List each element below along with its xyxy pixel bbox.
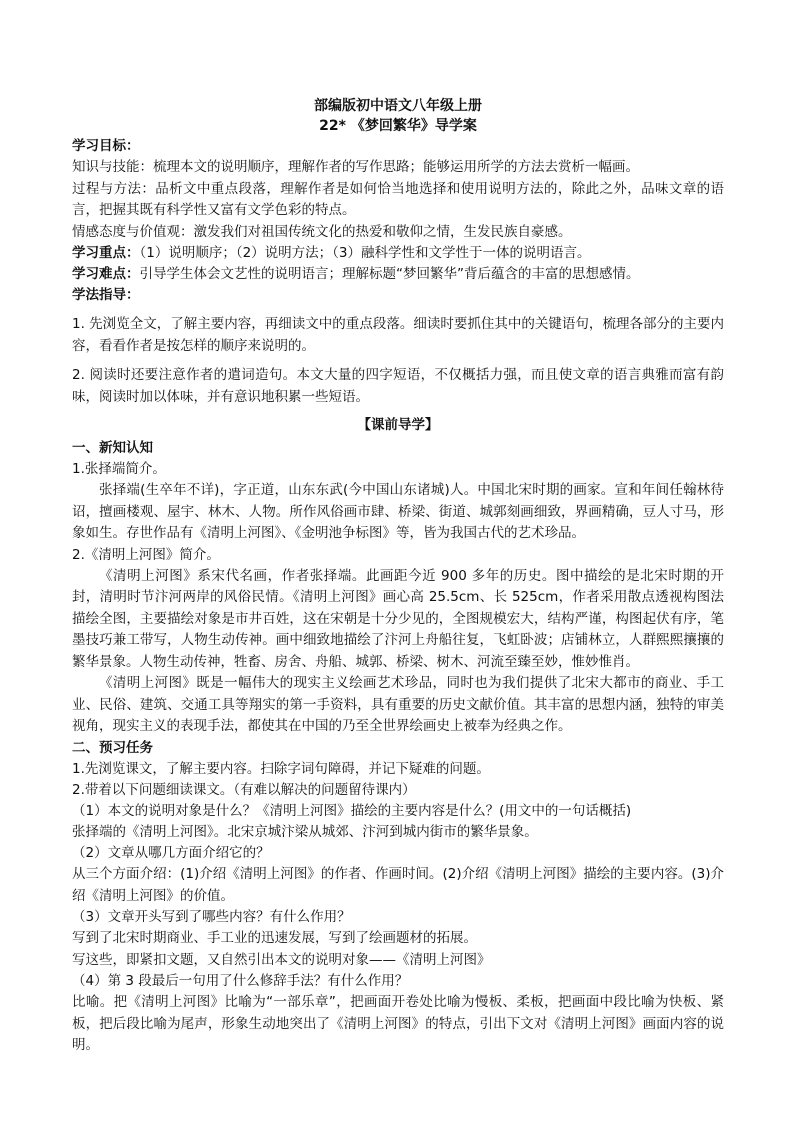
difficulties-label: 学习难点： [72,266,140,282]
answer-3a: 写到了北宋时期商业、手工业的迅速发展，写到了绘画题材的拓展。 [72,930,477,946]
pre-study-heading: 【课前导学】 [357,417,439,433]
goal-knowledge: 知识与技能：梳理本文的说明顺序，理解作者的写作思路；能够运用所学的方法去赏析一幅画。 [72,159,639,175]
bio-paragraph: 张择端(生卒年不详)，字正道，山东东武(今中国山东诸城)人。中国北宋时期的画家。宣和年间任翰林待诏，擅画楼观、屋宇、林木、人物。所作风俗画市肆、桥梁、街道、城郭刻画细致，界画精确，豆人寸马，形象如生。存世作品有《清明上河图》、《金明池争标图》等，皆为我国古代的艺术珍品。 [72,482,724,541]
document-page [72,96,724,1057]
task-1: 1.先浏览课文，了解主要内容。扫除字词句障碍，并记下疑难的问题。 [72,760,490,777]
question-2: （2）文章从哪几方面介绍它的？ [72,845,270,861]
goal-process: 过程与方法：品析文中重点段落，理解作者是如何恰当地选择和使用说明方法的，除此之外，品味文章的语言，把握其既有科学性又富有文学色彩的特点。 [72,180,724,218]
question-4: （4）第 3 段最后一句用了什么修辞手法？有什么作用？ [72,973,409,989]
answer-1: 张择端的《清明上河图》。北宋京城汴梁从城郊、汴河到城内街市的繁华景象。 [72,823,538,840]
task-2: 2.带着以下问题细读课文。（有难以解决的问题留待课内） [72,781,416,798]
key-points [72,243,724,264]
section-2-heading: 二、预习任务 [72,739,153,756]
doc-title-line1: 部编版初中语文八年级上册 [314,98,482,114]
goals-heading: 学习目标： [72,138,140,154]
painting-intro-2: 《清明上河图》既是一幅伟大的现实主义绘画艺术珍品，同时也为我们提供了北宋大都市的商业、手工业、民俗、建筑、交通工具等翔实的第一手资料，具有重要的历史文献价值。其丰富的思想内涵，独特的审美视角，现实主义的表现手法，都使其在中国的乃至全世界绘画史上被奉为经典之作。 [72,675,724,734]
section-1-heading: 一、新知认知 [72,440,153,456]
method-item-2: 2. 阅读时还要注意作者的遣词造句。本文大量的四字短语，不仅概括力强，而且使文章的语言典雅而富有韵味，阅读时加以体味，并有意识地积累一些短语。 [72,367,724,405]
answer-2: 从三个方面介绍：(1)介绍《清明上河图》的作者、作画时间。(2)介绍《清明上河图》描绘的主要内容。(3)介绍《清明上河图》的价值。 [72,866,724,904]
method-heading: 学法指导： [72,287,140,303]
sub-heading-bio: 1.张择端简介。 [72,461,166,477]
question-1: （1）本文的说明对象是什么？《清明上河图》描绘的主要内容是什么？(用文中的一句话概括) [72,802,632,819]
answer-3b: 写这些，即紧扣文题，又自然引出本文的说明对象——《清明上河图》 [72,951,491,968]
key-points-label: 学习重点： [72,245,140,261]
difficulties [72,264,724,285]
question-3: （3）文章开头写到了哪些内容？有什么作用？ [72,909,351,925]
painting-intro-1: 《清明上河图》系宋代名画，作者张择端。此画距今近 900 多年的历史。图中描绘的是北宋时期的开封，清明时节汴河两岸的风俗民情。《清明上河图》画心高 25.5cm、长 525cm，作者采用散点透视构图法描绘全图，主要描绘对象是市井百姓，这在宋朝是十分少见的，全图规模宏大，结构严谨，构图起伏有序，笔墨技巧兼工带写，人物生动传神。画中细致地描绘了汴河上舟船往复，飞虹卧波；店铺林立，人群熙熙攘攘的繁华景象。人物生动传神，牲畜、房舍、舟船、城郭、桥梁、树木、河流至臻至妙，惟妙惟肖。 [72,567,724,670]
sub-heading-painting: 2.《清明上河图》简介。 [72,546,220,563]
doc-title-line2: 22* 《梦回繁华》导学案 [319,118,477,134]
goal-emotion: 情感态度与价值观：激发我们对祖国传统文化的热爱和敬仰之情，生发民族自豪感。 [72,223,572,240]
difficulties-text: 引导学生体会文艺性的说明语言；理解标题“梦回繁华”背后蕴含的丰富的思想感情。 [139,266,640,282]
answer-4: 比喻。把《清明上河图》比喻为“一部乐章”，把画面开卷处比喻为慢板、柔板，把画面中段比喻为快板、紧板，把后段比喻为尾声，形象生动地突出了《清明上河图》的特点，引出下文对《清明上河图》画面内容的说明。 [72,994,724,1053]
key-points-text: （1）说明顺序；（2）说明方法；（3）融科学性和文学性于一体的说明语言。 [139,245,591,261]
method-item-1: 1. 先浏览全文，了解主要内容，再细读文中的重点段落。细读时要抓住其中的关键语句，梳理各部分的主要内容，看看作者是按怎样的顺序来说明的。 [72,316,724,354]
